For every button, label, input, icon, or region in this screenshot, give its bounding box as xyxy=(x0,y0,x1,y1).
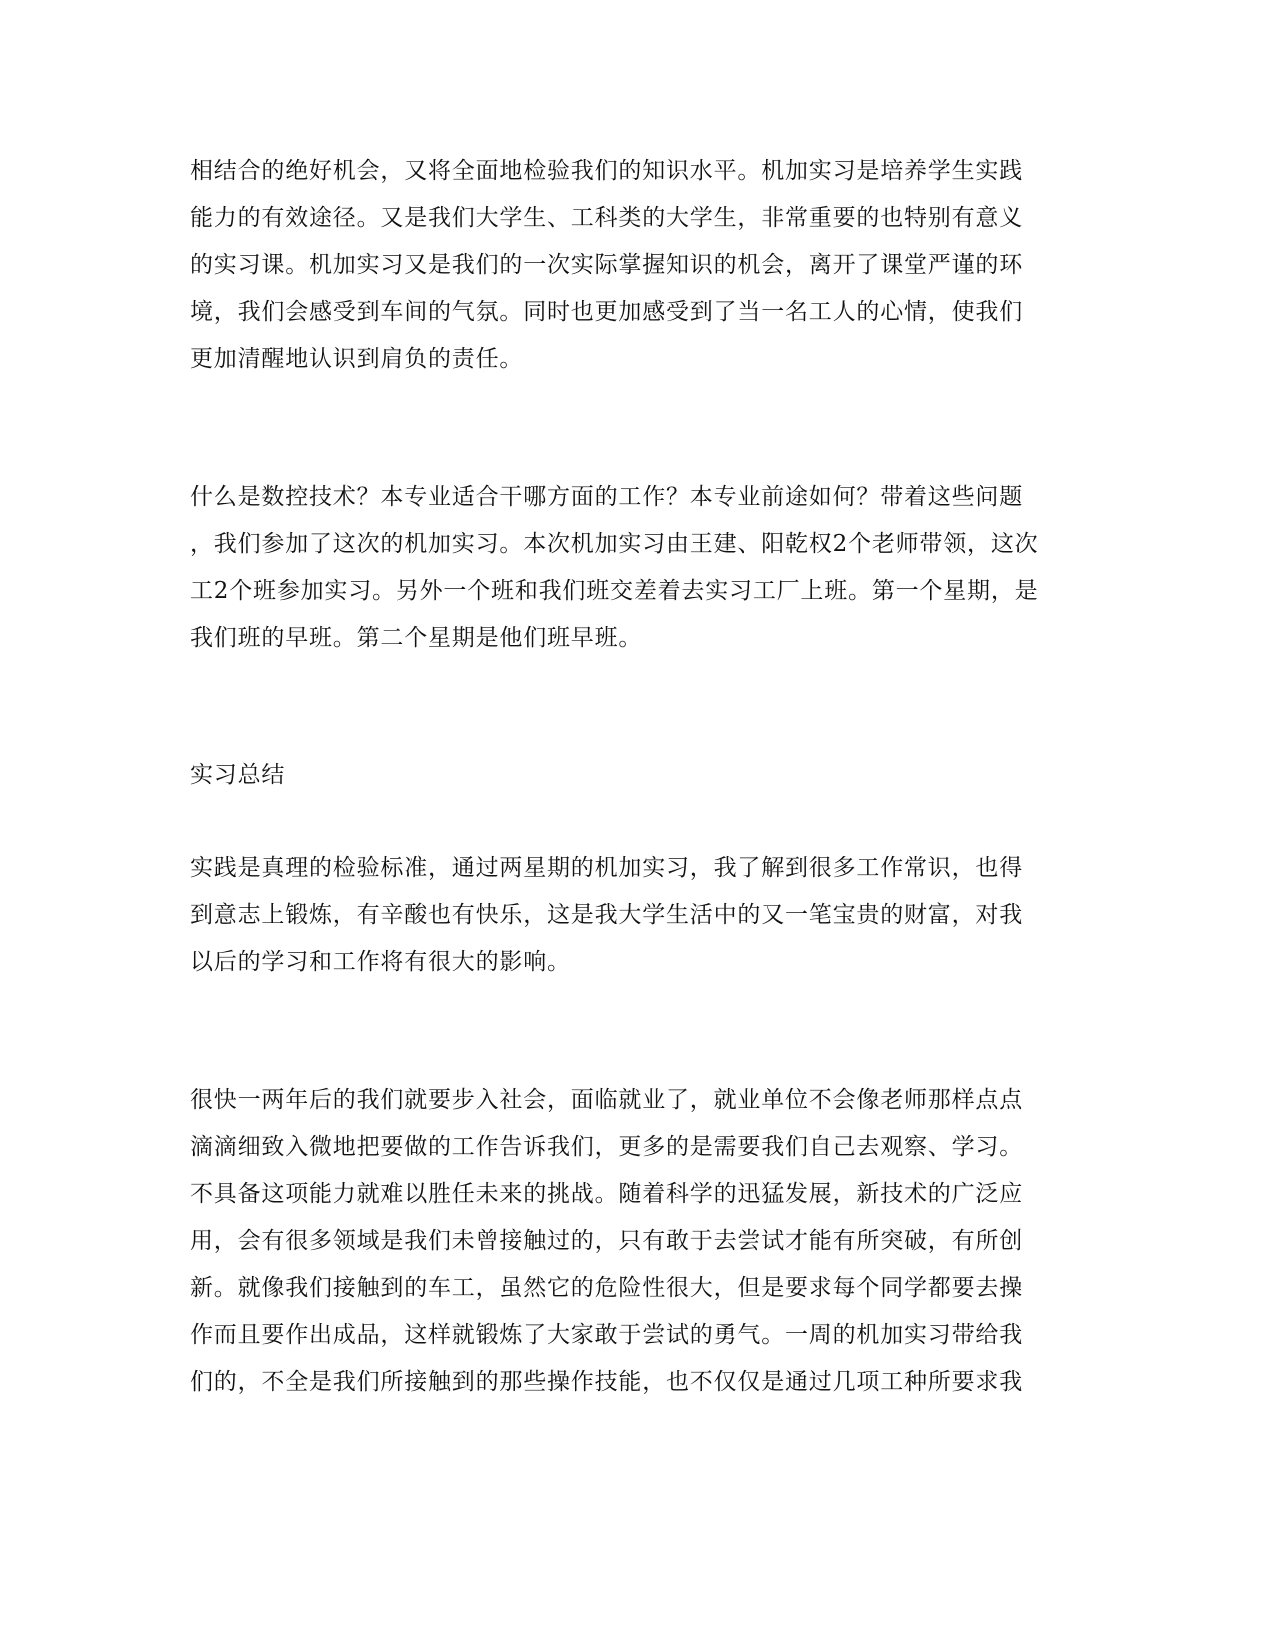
paragraph-1-line-4: 境，我们会感受到车间的气氛。同时也更加感受到了当一名工人的心情，使我们 xyxy=(190,299,1023,325)
paragraph-2-line-4: 我们班的早班。第二个星期是他们班早班。 xyxy=(190,625,643,651)
paragraph-4-line-6: 作而且要作出成品，这样就锻炼了大家敢于尝试的勇气。一周的机加实习带给我 xyxy=(190,1322,1023,1348)
paragraph-4-line-4: 用，会有很多领域是我们未曾接触过的，只有敢于去尝试才能有所突破，有所创 xyxy=(190,1228,1023,1254)
paragraph-1-line-1: 相结合的绝好机会，又将全面地检验我们的知识水平。机加实习是培养学生实践 xyxy=(190,158,1023,184)
paragraph-1-line-2: 能力的有效途径。又是我们大学生、工科类的大学生，非常重要的也特别有意义 xyxy=(190,205,1023,231)
paragraph-4-line-1: 很快一两年后的我们就要步入社会，面临就业了，就业单位不会像老师那样点点 xyxy=(190,1087,1023,1113)
paragraph-2-line-1: 什么是数控技术？本专业适合干哪方面的工作？本专业前途如何？带着这些问题 xyxy=(190,484,1023,510)
paragraph-2-line-3: 工2个班参加实习。另外一个班和我们班交差着去实习工厂上班。第一个星期，是 xyxy=(190,578,1039,604)
paragraph-1-line-5: 更加清醒地认识到肩负的责任。 xyxy=(190,346,524,372)
paragraph-2-line-2: ，我们参加了这次的机加实习。本次机加实习由王建、阳乾权2个老师带领，这次 xyxy=(190,531,1039,557)
section-heading: 实习总结 xyxy=(190,762,286,788)
paragraph-3-line-3: 以后的学习和工作将有很大的影响。 xyxy=(190,949,571,975)
paragraph-3-line-1: 实践是真理的检验标准，通过两星期的机加实习，我了解到很多工作常识，也得 xyxy=(190,855,1023,881)
paragraph-4-line-3: 不具备这项能力就难以胜任未来的挑战。随着科学的迅猛发展，新技术的广泛应 xyxy=(190,1181,1023,1207)
paragraph-1-line-3: 的实习课。机加实习又是我们的一次实际掌握知识的机会，离开了课堂严谨的环 xyxy=(190,252,1023,278)
paragraph-4-line-5: 新。就像我们接触到的车工，虽然它的危险性很大，但是要求每个同学都要去操 xyxy=(190,1275,1023,1301)
paragraph-4-line-2: 滴滴细致入微地把要做的工作告诉我们，更多的是需要我们自己去观察、学习。 xyxy=(190,1134,1023,1160)
paragraph-4-line-7: 们的，不全是我们所接触到的那些操作技能，也不仅仅是通过几项工种所要求我 xyxy=(190,1369,1023,1395)
paragraph-3-line-2: 到意志上锻炼，有辛酸也有快乐，这是我大学生活中的又一笔宝贵的财富，对我 xyxy=(190,902,1023,928)
